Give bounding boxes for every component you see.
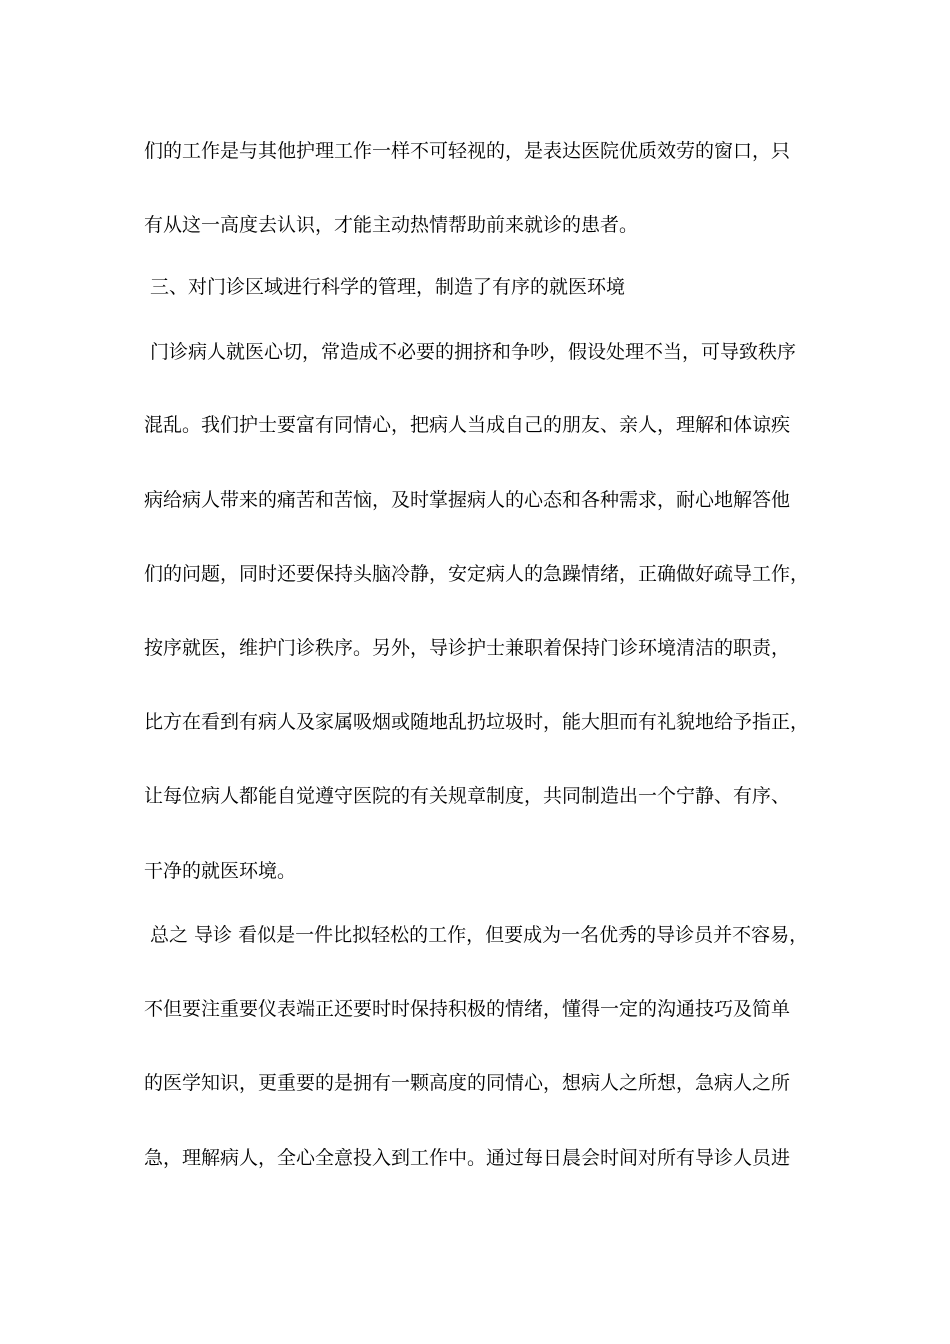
paragraph-line: 有从这一高度去认识，才能主动热情帮助前来就诊的患者。 [144, 214, 639, 236]
paragraph-line: 们的工作是与其他护理工作一样不可轻视的，是表达医院优质效劳的窗口，只 [144, 140, 791, 162]
paragraph-line: 门诊病人就医心切，常造成不必要的拥挤和争吵，假设处理不当，可导致秩序 [150, 341, 797, 363]
paragraph-line: 的医学知识，更重要的是拥有一颗高度的同情心，想病人之所想，急病人之所 [144, 1072, 791, 1094]
paragraph-line: 急，理解病人，全心全意投入到工作中。通过每日晨会时间对所有导诊人员进 [144, 1147, 791, 1169]
paragraph-line: 干净的就医环境。 [144, 860, 297, 882]
paragraph-line: 比方在看到有病人及家属吸烟或随地乱扔垃圾时，能大胆而有礼貌地给予指正， [144, 711, 810, 733]
paragraph-line: 总之 导诊 看似是一件比拟轻松的工作，但要成为一名优秀的导诊员并不容易， [150, 924, 809, 946]
paragraph-line: 按序就医，维护门诊秩序。另外，导诊护士兼职着保持门诊环境清洁的职责， [144, 637, 791, 659]
paragraph-line: 病给病人带来的痛苦和苦恼，及时掌握病人的心态和各种需求，耐心地解答他 [144, 489, 791, 511]
paragraph-line: 们的问题，同时还要保持头脑冷静，安定病人的急躁情绪，正确做好疏导工作， [144, 563, 810, 585]
paragraph-line: 混乱。我们护士要富有同情心，把病人当成自己的朋友、亲人，理解和体谅疾 [144, 414, 791, 436]
paragraph-line: 不但要注重要仪表端正还要时时保持积极的情绪，懂得一定的沟通技巧及简单 [144, 998, 791, 1020]
paragraph-line: 让每位病人都能自觉遵守医院的有关规章制度，共同制造出一个宁静、有序、 [144, 785, 791, 807]
section-heading: 三、对门诊区域进行科学的管理，制造了有序的就医环境 [150, 276, 626, 298]
